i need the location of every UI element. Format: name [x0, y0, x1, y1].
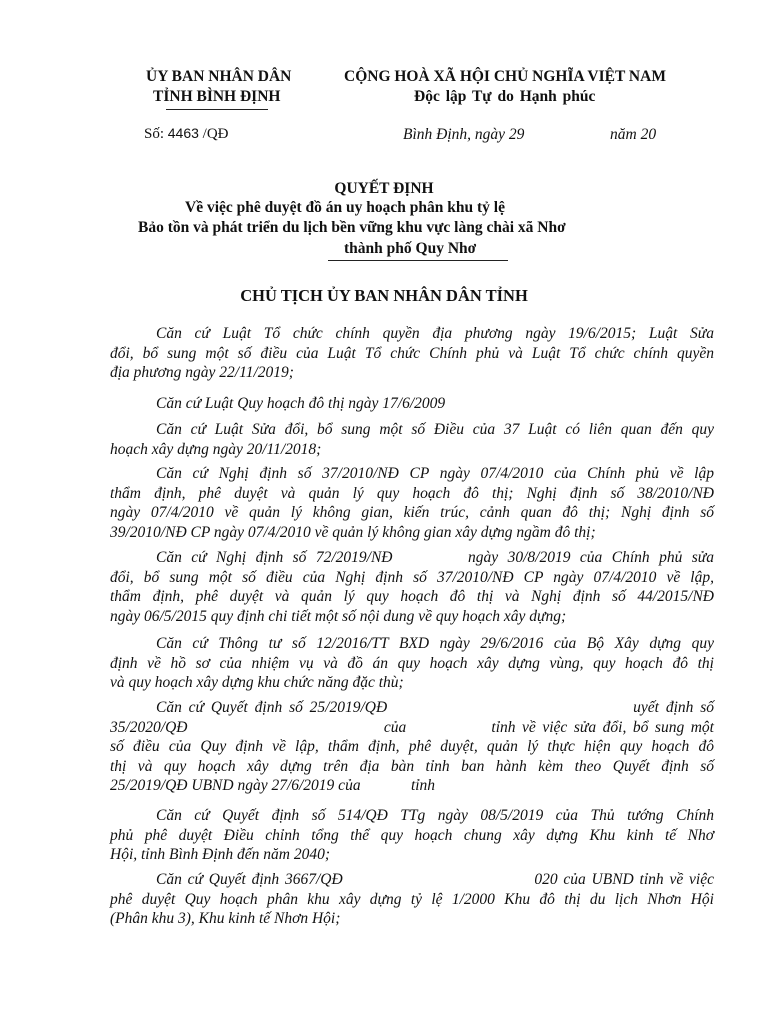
recital-2 — [110, 394, 714, 414]
recital-line: Căn cứ Luật Sửa đổi, bổ sung một số Điều của 37 Luật có liên quan đến quy — [156, 421, 714, 438]
recital-line: Căn cứ Nghị định số 37/2010/NĐ CP ngày 07/4/2010 của Chính phủ về lập — [156, 465, 714, 482]
recital-1 — [110, 324, 714, 383]
recital-line: Căn cứ Luật Quy hoạch đô thị ngày 17/6/2009 — [156, 395, 446, 412]
recital-line: địa phương ngày 22/11/2019; — [110, 364, 294, 381]
national-title: CỘNG HOÀ XÃ HỘI CHỦ NGHĨA VIỆT NAM — [344, 68, 666, 85]
recital-line: Căn cứ Quyết định số 514/QĐ TTg ngày 08/5/2019 của Thủ tướng Chính — [156, 807, 714, 824]
recital-line: Hội, tỉnh Bình Định đến năm 2040; — [110, 846, 330, 863]
national-motto: Độc lập Tự do Hạnh phúc — [414, 88, 596, 105]
recital-4 — [110, 464, 714, 542]
recital-line: ngày 07/4/2010 về quản lý không gian, kiến trúc, cảnh quan đô thị; Nghị định số — [110, 504, 714, 521]
recital-line: đổi, bổ sung một số điều của Nghị định số 37/2010/NĐ CP ngày 07/4/2010 về lập, — [110, 568, 714, 586]
recital-line: phủ phê duyệt Điều chỉnh tổng thể quy hoạch chung xây dựng Khu kinh tế Nhơ — [110, 826, 714, 844]
date-place: Bình Định, ngày 29 — [403, 126, 525, 143]
issuer-underline — [166, 109, 268, 110]
recital-6 — [110, 634, 714, 693]
issuer-line-2: TỈNH BÌNH ĐỊNH — [153, 88, 281, 105]
recital-line: 39/2010/NĐ CP ngày 07/4/2010 về quản lý không gian xây dựng ngầm đô thị; — [110, 523, 596, 541]
recital-line: thẩm định, phê duyệt và quản lý quy hoạch đô thị và Nghị định số 44/2015/NĐ — [110, 588, 714, 605]
decision-subject-1: Về việc phê duyệt đồ án uy hoạch phân khu tỷ lệ — [185, 199, 505, 216]
decision-subject-3: thành phố Quy Nhơ — [344, 240, 477, 257]
recital-line: Căn cứ Quyết định số 25/2019/QĐ uyết định số — [156, 699, 714, 716]
recital-line: định về hồ sơ của nhiệm vụ và đồ án quy hoạch xây dựng vùng, quy hoạch đô thị — [110, 654, 714, 672]
recital-line: Căn cứ Thông tư số 12/2016/TT BXD ngày 29/6/2016 của Bộ Xây dựng quy — [156, 635, 714, 652]
recital-line: 35/2020/QĐ của tỉnh về việc sửa đổi, bổ sung một — [110, 718, 714, 736]
recital-line: thị và quy hoạch xây dựng trên địa bàn tỉnh ban hành kèm theo Quyết định số — [110, 757, 714, 775]
recital-line: thẩm định, phê duyệt và quản lý quy hoạch đô thị; Nghị định số 38/2010/NĐ — [110, 484, 714, 502]
recital-8 — [110, 806, 714, 865]
number-suffix: /QĐ — [202, 126, 229, 142]
recital-line: hoạch xây dựng ngày 20/11/2018; — [110, 440, 322, 458]
number-value: 4463 — [167, 125, 199, 141]
recital-line: phê duyệt Quy hoạch phân khu xây dựng tỷ lệ 1/2000 Khu đô thị du lịch Nhơn Hội — [110, 890, 714, 908]
recital-3 — [110, 420, 714, 459]
decision-number — [144, 125, 229, 143]
recital-line: ngày 06/5/2015 quy định chi tiết một số nội dung về quy hoạch xây dựng; — [110, 607, 567, 625]
recital-line: Căn cứ Quyết định 3667/QĐ 020 của UBND tỉnh về việc — [156, 871, 714, 888]
authority-heading: CHỦ TỊCH ỦY BAN NHÂN DÂN TỈNH — [240, 286, 528, 305]
number-label: Số: — [144, 126, 165, 142]
recital-line: số điều của Quy định về lập, thẩm định, phê duyệt, quản lý thực hiện quy hoạch đô — [110, 738, 714, 755]
recital-line: (Phân khu 3), Khu kinh tế Nhơn Hội; — [110, 910, 341, 927]
issuer-line-1: ỦY BAN NHÂN DÂN — [146, 68, 292, 85]
decision-heading: QUYẾT ĐỊNH — [334, 180, 434, 197]
recital-5 — [110, 548, 714, 626]
recital-7 — [110, 698, 714, 796]
date-year: năm 20 — [610, 126, 657, 143]
recital-line: 25/2019/QĐ UBND ngày 27/6/2019 của tỉnh — [110, 777, 436, 794]
recital-line: đổi, bổ sung một số điều của Luật Tổ chức Chính phủ và Luật Tổ chức chính quyền — [110, 344, 714, 362]
recital-line: và quy hoạch xây dựng khu chức năng đặc thù; — [110, 674, 404, 691]
title-underline — [328, 260, 508, 261]
recital-line: Căn cứ Luật Tổ chức chính quyền địa phương ngày 19/6/2015; Luật Sửa — [156, 325, 714, 342]
recital-9 — [110, 870, 714, 929]
recital-line: Căn cứ Nghị định số 72/2019/NĐ ngày 30/8/2019 của Chính phủ sửa — [156, 549, 714, 566]
decision-subject-2: Bảo tồn và phát triển du lịch bền vững khu vực làng chài xã Nhơ — [138, 219, 566, 236]
